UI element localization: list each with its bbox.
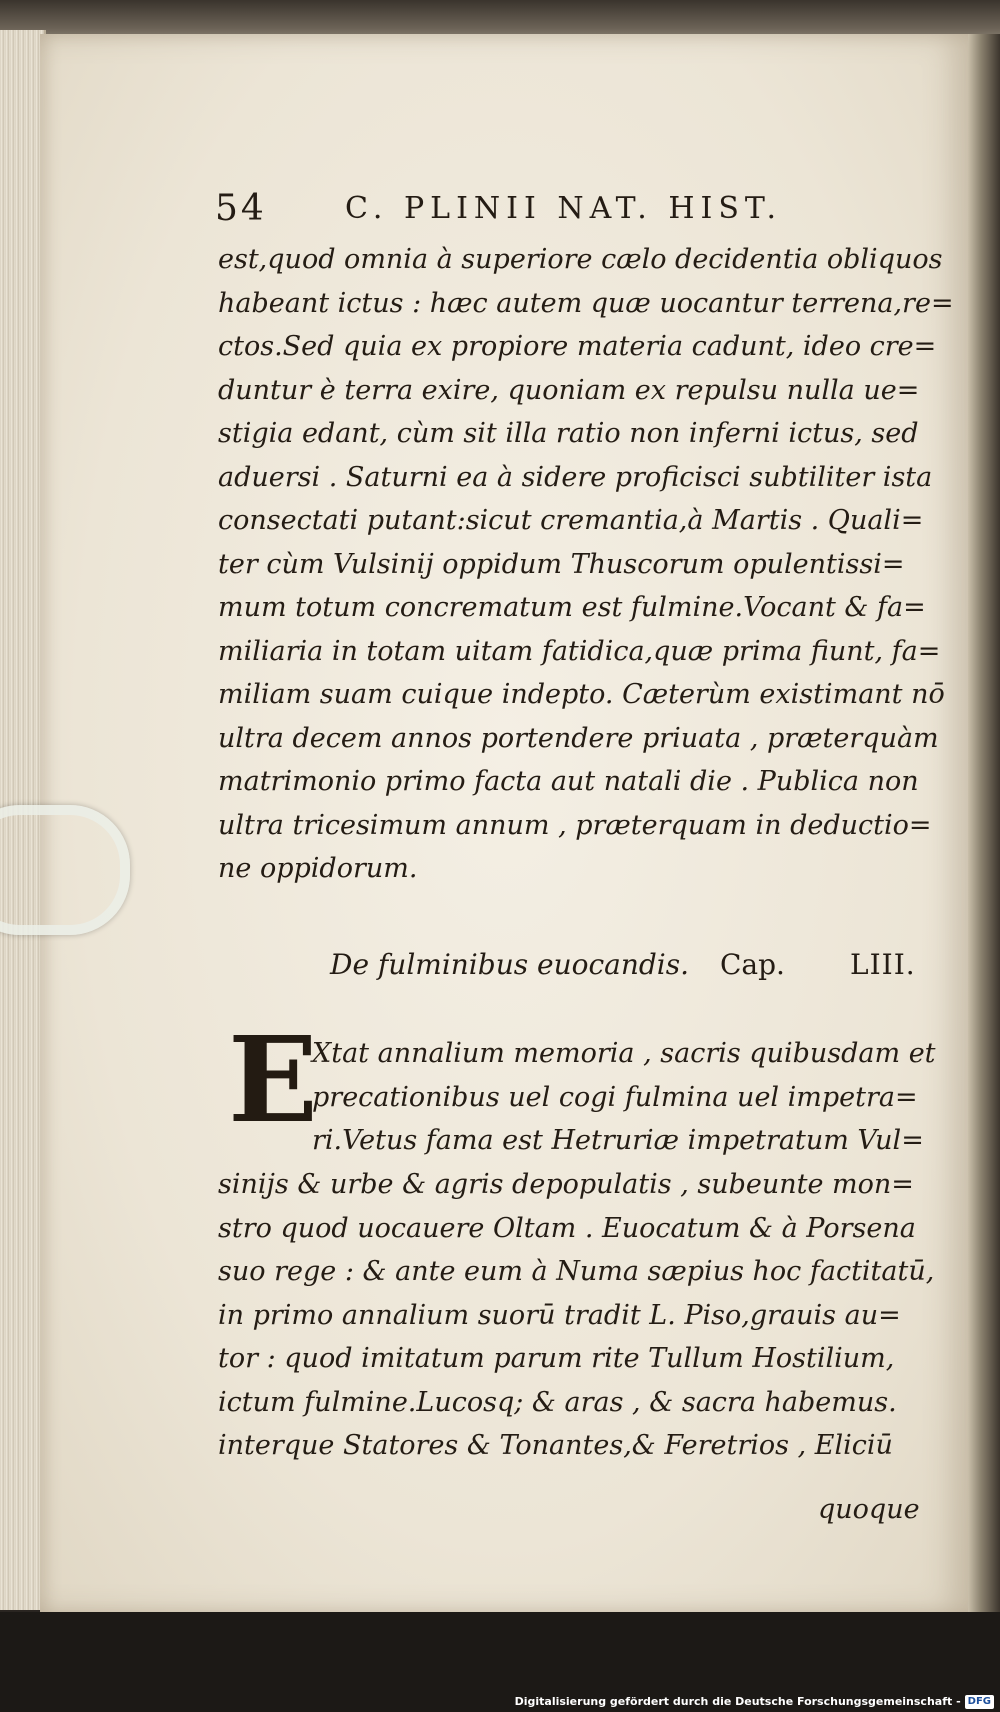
catchword: quoque [818,1494,920,1525]
text-line: est,quod omnia à superiore cælo decidentia obliquos [218,244,943,275]
text-line: ne oppidorum. [218,853,418,884]
text-line: sinijs & urbe & agris depopulatis , subeunte mon= [218,1169,914,1200]
text-line: miliaria in totam uitam fatidica,quæ prima fiunt, fa= [218,635,941,667]
text-line: precationibus uel cogi fulmina uel impetra= [312,1081,918,1113]
paper-clip [0,805,130,935]
text-line: matrimonio primo facta aut natali die . Publica non [218,766,919,797]
text-line: consectati putant:sicut cremantia,à Martis . Quali= [218,505,924,536]
text-line: mum totum concrematum est fulmine.Vocant & fa= [218,592,926,623]
text-line: suo rege : & ante eum à Numa sæpius hoc factitatū, [218,1256,935,1287]
text-line: ter cùm Vulsinij oppidum Thuscorum opulentissi= [218,548,905,580]
text-line: duntur è terra exire, quoniam ex repulsu nulla ue= [218,374,920,406]
text-line: ri.Vetus fama est Hetruriæ impetratum Vul= [312,1125,924,1156]
chapter-number: LIII. [850,948,916,981]
text-line: stigia edant, cùm sit illa ratio non inferni ictus, sed [218,418,919,449]
digitization-credit [515,1694,994,1710]
drop-cap-initial: E [228,1010,318,1149]
running-head-title: C. PLINII NAT. HIST. [345,191,783,226]
page-number: 54 [215,188,267,229]
text-line: ultra decem annos portendere priuata , præterquàm [218,722,939,754]
chapter-title: De fulminibus euocandis. [330,948,690,981]
running-head [215,184,855,234]
text-line: in primo annalium suorū tradit L. Piso,grauis au= [218,1299,901,1331]
text-line: tor : quod imitatum parum rite Tullum Hostilium, [218,1343,895,1374]
text-line: habeant ictus : hæc autem quæ uocantur terrena,re= [218,287,954,319]
paragraph-2-indented [312,1032,936,1163]
text-line: ultra tricesimum annum , præterquam in deductio= [218,809,932,841]
text-line: interque Statores & Tonantes,& Feretrios , Eliciū [218,1430,893,1461]
text-line: aduersi . Saturni ea à sidere proficisci subtiliter ista [218,461,933,493]
text-line: stro quod uocauere Oltam . Euocatum & à Porsena [218,1212,916,1244]
paragraph-2 [218,1163,935,1468]
chapter-heading [330,940,930,990]
dfg-logo: DFG [965,1695,994,1709]
text-line: ctos.Sed quia ex propiore materia cadunt, ideo cre= [218,331,937,362]
text-line: miliam suam cuique indepto. Cæterùm existimant nō [218,679,945,710]
chapter-label: Cap. [720,948,785,981]
book-gutter-edge [968,34,1000,1614]
paragraph-1 [218,238,954,891]
credit-text: Digitalisierung gefördert durch die Deutsche Forschungsgemeinschaft - [514,1695,961,1708]
text-line: Xtat annalium memoria , sacris quibusdam et [312,1038,936,1069]
text-line: ictum fulmine.Lucosq; & aras , & sacra habemus. [218,1386,897,1418]
